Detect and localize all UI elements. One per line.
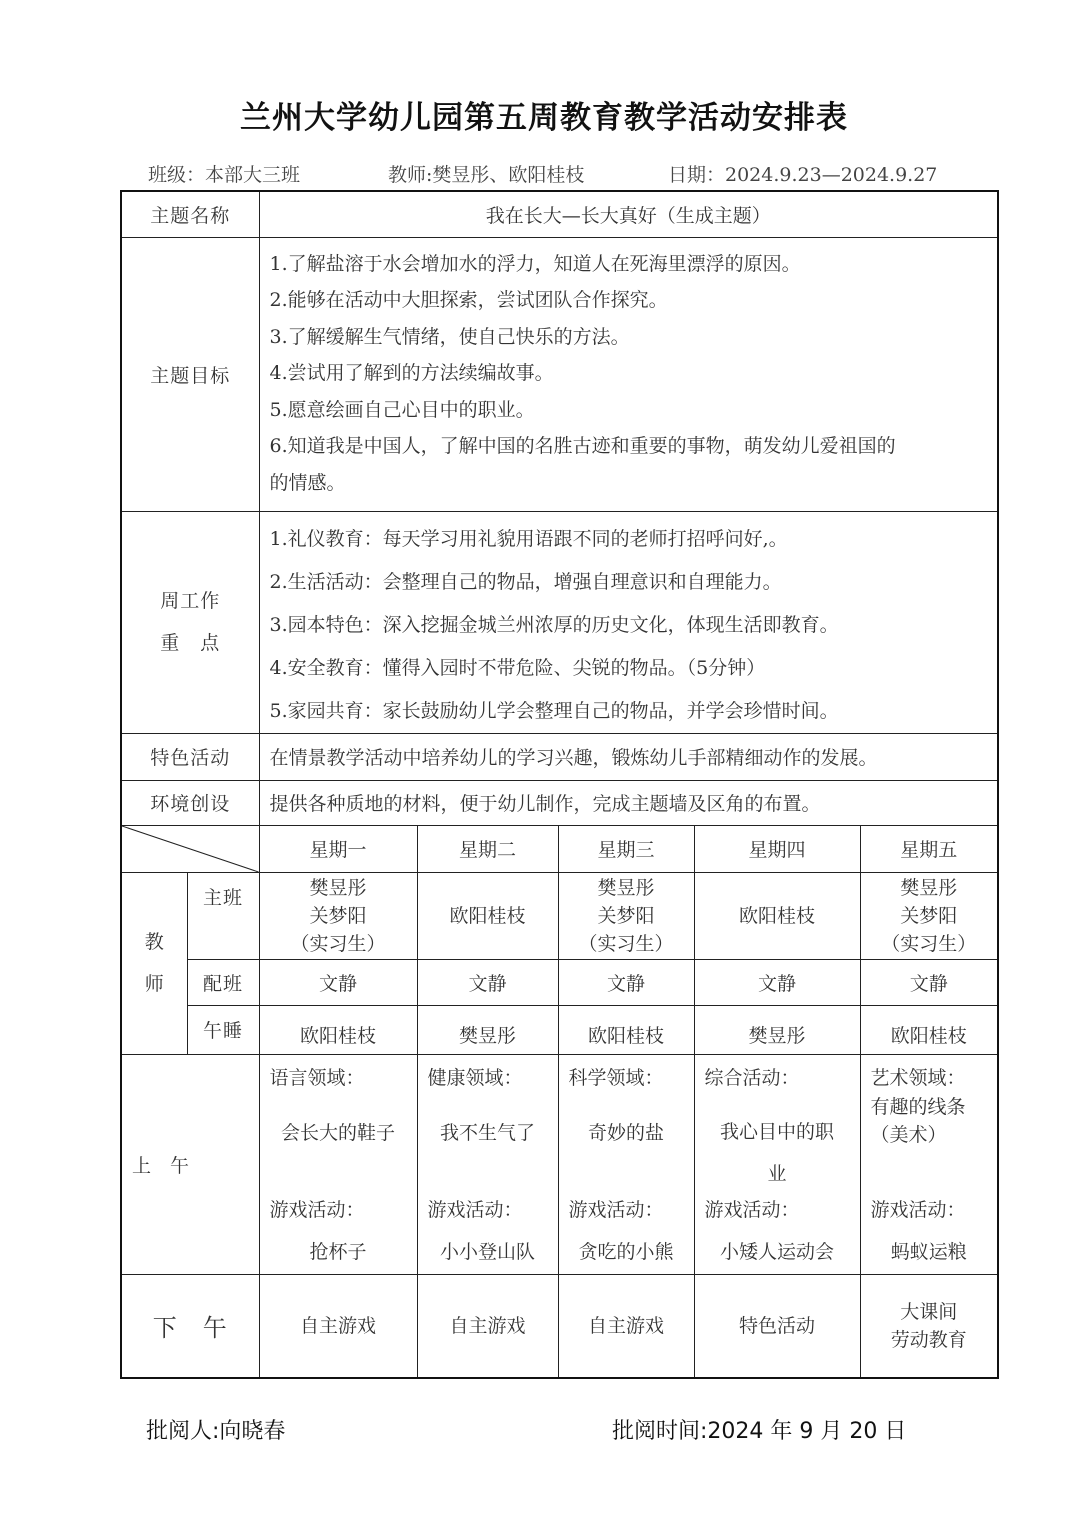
nap-teacher-cell: 欧阳桂枝 [860,1005,998,1054]
assist-teacher-cell: 文静 [417,959,558,1005]
day-header: 星期四 [694,825,860,872]
game-label: 游戏活动： [427,1198,523,1221]
focus-item: 5.家园共育：家长鼓励幼儿学会整理自己的物品，并学会珍惜时间。 [269,699,839,722]
goal-item: 1.了解盐溶于水会增加水的浮力，知道人在死海里漂浮的原因。 [269,252,801,275]
afternoon-cell [259,1274,417,1378]
focus-item: 3.园本特色：深入挖掘金城兰州浓厚的历史文化，体现生活即教育。 [269,613,839,636]
morning-cell [860,1054,998,1274]
lesson-title: 我不生气了 [440,1121,536,1144]
focus-item: 2.生活活动：会整理自己的物品，增强自理意识和自理能力。 [269,570,782,593]
cell-line: 特色活动 [739,1314,816,1337]
morning-row [121,1054,998,1274]
goal-item: 2.能够在活动中大胆探索，尝试团队合作探究。 [269,289,668,311]
focus-label [121,511,259,733]
schedule-table [120,190,999,1379]
domain-label: 综合活动： [704,1066,800,1089]
goal-item: 6.知道我是中国人，了解中国的名胜古迹和重要的事物，萌发幼儿爱祖国的 [269,435,896,457]
game-title: 小小登山队 [440,1240,536,1263]
assist-teacher-cell: 文静 [860,959,998,1005]
main-teacher-row [121,872,998,959]
morning-cell [558,1054,694,1274]
afternoon-cell [417,1274,558,1378]
review-time: 批阅时间:2024 年 9 月 20 日 [612,1419,907,1444]
main-teacher-label: 主班 [187,872,259,959]
morning-cell [417,1054,558,1274]
domain-label: 健康领域： [427,1066,523,1089]
focus-label-line2: 重 点 [160,632,221,654]
focus-row [121,511,998,733]
nap-teacher-cell: 樊昱彤 [417,1005,558,1054]
focus-item: 4.安全教育：懂得入园时不带危险、尖锐的物品。（5分钟） [269,656,766,679]
cell-line: 自主游戏 [300,1314,377,1337]
afternoon-row [121,1274,998,1378]
diagonal-line [122,826,259,872]
cell-line: （实习生） [578,932,674,955]
special-row [121,733,998,780]
assist-teacher-label: 配班 [187,959,259,1005]
afternoon-cell [694,1274,860,1378]
environment-row [121,780,998,825]
main-teacher-cell [417,872,558,959]
cell-line: 樊昱彤 [597,876,655,899]
day-header: 星期一 [259,825,417,872]
cell-line: 关梦阳 [597,904,655,927]
cell-line: 樊昱彤 [309,876,367,899]
theme-row [121,191,998,237]
goals-label: 主题目标 [121,237,259,511]
day-header: 星期二 [417,825,558,872]
nap-teacher-row [121,1005,998,1054]
domain-label: 语言领域： [269,1066,365,1089]
environment-value: 提供各种质地的材料，便于幼儿制作，完成主题墙及区角的布置。 [259,780,998,825]
cell-line: （实习生） [290,932,386,955]
cell-line: 樊昱彤 [900,876,958,899]
domain-label: 艺术领域： [870,1066,966,1089]
main-teacher-cell [694,872,860,959]
game-label: 游戏活动： [269,1198,365,1221]
cell-line: （实习生） [881,932,977,955]
morning-label: 上 午 [121,1054,259,1274]
afternoon-label: 下 午 [121,1274,259,1378]
goal-item: 的情感。 [269,471,346,494]
lesson-title: 有趣的线条（美术） [870,1095,966,1146]
page-title: 兰州大学幼儿园第五周教育教学活动安排表 [240,100,848,136]
assist-teacher-cell: 文静 [558,959,694,1005]
afternoon-cell [558,1274,694,1378]
assist-teacher-cell: 文静 [259,959,417,1005]
date-info: 日期：2024.9.23—2024.9.27 [668,164,938,186]
nap-teacher-cell: 樊昱彤 [694,1005,860,1054]
cell-line: 欧阳桂枝 [449,904,526,927]
main-teacher-cell [860,872,998,959]
focus-label-line1: 周工作 [160,590,221,612]
goal-item: 3.了解缓解生气情绪，使自己快乐的方法。 [269,325,630,348]
special-value: 在情景教学活动中培养幼儿的学习兴趣，锻炼幼儿手部精细动作的发展。 [259,733,998,780]
afternoon-cell [860,1274,998,1378]
morning-cell [694,1054,860,1274]
nap-teacher-label: 午睡 [187,1005,259,1054]
class-info: 班级：本部大三班 [148,164,301,186]
day-header: 星期五 [860,825,998,872]
focus-list [259,511,998,733]
cell-line: 关梦阳 [309,904,367,927]
lesson-title: 奇妙的盐 [588,1121,665,1144]
goals-list [259,237,998,511]
focus-item: 1.礼仪教育：每天学习用礼貌用语跟不同的老师打招呼问好,。 [269,527,788,550]
special-label: 特色活动 [121,733,259,780]
cell-line: 劳动教育 [890,1328,967,1351]
lesson-title: 我心目中的职业 [720,1120,835,1185]
cell-line: 自主游戏 [588,1314,665,1337]
teachers-label-line1: 教 [144,931,164,953]
cell-line: 大课间 [900,1300,958,1323]
reviewer: 批阅人:向晓春 [146,1419,286,1444]
theme-label: 主题名称 [121,191,259,237]
main-teacher-cell [259,872,417,959]
game-title: 小矮人运动会 [720,1240,835,1263]
game-title: 蚂蚁运粮 [890,1240,967,1263]
teachers-label-line2: 师 [144,973,164,995]
goals-row [121,237,998,511]
day-header: 星期三 [558,825,694,872]
game-label: 游戏活动： [568,1198,664,1221]
goal-item: 4.尝试用了解到的方法续编故事。 [269,362,554,384]
environment-label: 环境创设 [121,780,259,825]
domain-label: 科学领域： [568,1066,664,1089]
nap-teacher-cell: 欧阳桂枝 [558,1005,694,1054]
teacher-info: 教师:樊昱彤、欧阳桂枝 [388,164,585,186]
game-label: 游戏活动： [704,1198,800,1221]
game-label: 游戏活动： [870,1198,966,1221]
days-row [121,825,998,872]
theme-value: 我在长大—长大真好（生成主题） [259,191,998,237]
lesson-title: 会长大的鞋子 [281,1121,396,1144]
goal-item: 5.愿意绘画自己心目中的职业。 [269,398,535,421]
cell-line: 关梦阳 [900,904,958,927]
diagonal-header-cell [121,825,259,872]
cell-line: 自主游戏 [449,1314,526,1337]
game-title: 抢杯子 [309,1240,367,1263]
assist-teacher-row [121,959,998,1005]
main-teacher-cell [558,872,694,959]
teachers-label [121,872,187,1054]
nap-teacher-cell: 欧阳桂枝 [259,1005,417,1054]
game-title: 贪吃的小熊 [578,1240,674,1263]
cell-line: 欧阳桂枝 [739,904,816,927]
assist-teacher-cell: 文静 [694,959,860,1005]
morning-cell [259,1054,417,1274]
